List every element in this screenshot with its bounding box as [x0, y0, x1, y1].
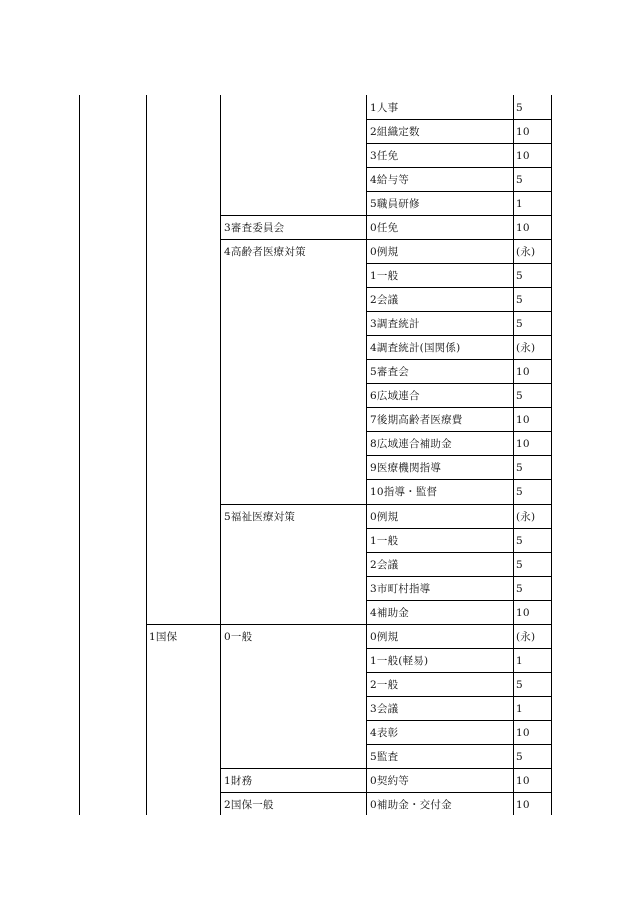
cell-c3: 8広域連合補助金	[370, 438, 452, 451]
cell-c2: 1財務	[224, 774, 253, 787]
cell-c4: (永)	[516, 630, 536, 643]
cell-c4: 5	[516, 390, 523, 403]
cell-c4: 5	[516, 678, 523, 691]
cell-c3: 6広域連合	[370, 390, 420, 403]
cell-c4: 5	[516, 270, 523, 283]
cell-c3: 5職員研修	[370, 198, 420, 211]
cell-c4: 5	[516, 558, 523, 571]
cell-c2: 0一般	[224, 630, 253, 643]
cell-c3: 3調査統計	[370, 318, 420, 331]
cell-c1: 1国保	[149, 630, 178, 643]
cell-c3: 5監査	[370, 750, 399, 763]
cell-c3: 4表彰	[370, 726, 399, 739]
cell-c3: 0任免	[370, 222, 399, 235]
cell-c4: (永)	[516, 246, 536, 259]
cell-c3: 0例規	[370, 630, 399, 643]
cell-c3: 3任免	[370, 150, 399, 163]
cell-c2: 4高齢者医療対策	[224, 246, 306, 259]
cell-c4: 1	[516, 654, 523, 667]
table-vertical-rule	[79, 95, 80, 815]
cell-c4: 5	[516, 174, 523, 187]
cell-c2: 3審査委員会	[224, 222, 285, 235]
cell-c3: 2組織定数	[370, 126, 420, 139]
cell-c4: 10	[516, 726, 530, 739]
cell-c3: 0契約等	[370, 774, 409, 787]
cell-c4: 10	[516, 606, 530, 619]
cell-c4: 5	[516, 582, 523, 595]
cell-c3: 7後期高齢者医療費	[370, 414, 463, 427]
cell-c4: 1	[516, 702, 523, 715]
cell-c4: 10	[516, 414, 530, 427]
cell-c4: 5	[516, 534, 523, 547]
cell-c3: 2一般	[370, 678, 399, 691]
cell-c4: 5	[516, 486, 523, 499]
cell-c4: 10	[516, 222, 530, 235]
cell-c4: (永)	[516, 342, 536, 355]
cell-c3: 0補助金・交付金	[370, 798, 452, 811]
cell-c3: 3会議	[370, 702, 399, 715]
cell-c3: 1一般	[370, 534, 399, 547]
cell-c4: 5	[516, 462, 523, 475]
cell-c4: 5	[516, 294, 523, 307]
cell-c3: 2会議	[370, 294, 399, 307]
cell-c4: 10	[516, 366, 530, 379]
cell-c4: 5	[516, 318, 523, 331]
cell-c4: 1	[516, 198, 523, 211]
cell-c4: 10	[516, 774, 530, 787]
table-vertical-rule	[220, 95, 221, 815]
cell-c3: 1人事	[370, 102, 399, 114]
cell-c4: (永)	[516, 510, 536, 523]
cell-c2: 5福祉医療対策	[224, 510, 296, 523]
table-vertical-rule	[146, 95, 147, 815]
cell-c3: 4給与等	[370, 174, 409, 187]
cell-c3: 9医療機関指導	[370, 462, 442, 475]
cell-c4: 5	[516, 102, 523, 114]
cell-c4: 10	[516, 438, 530, 451]
cell-c3: 5審査会	[370, 366, 409, 379]
cell-c3: 2会議	[370, 558, 399, 571]
cell-c3: 1一般(軽易)	[370, 654, 429, 667]
cell-c3: 10指導・監督	[370, 486, 438, 499]
cell-c3: 4補助金	[370, 606, 409, 619]
cell-c2: 2国保一般	[224, 798, 274, 811]
cell-c4: 10	[516, 798, 530, 811]
cell-c3: 1一般	[370, 270, 399, 283]
cell-c3: 0例規	[370, 246, 399, 259]
cell-c3: 0例規	[370, 510, 399, 523]
cell-c4: 10	[516, 126, 530, 139]
cell-c4: 5	[516, 750, 523, 763]
cell-c4: 10	[516, 150, 530, 163]
cell-c3: 3市町村指導	[370, 582, 431, 595]
cell-c3: 4調査統計(国関係)	[370, 342, 461, 355]
